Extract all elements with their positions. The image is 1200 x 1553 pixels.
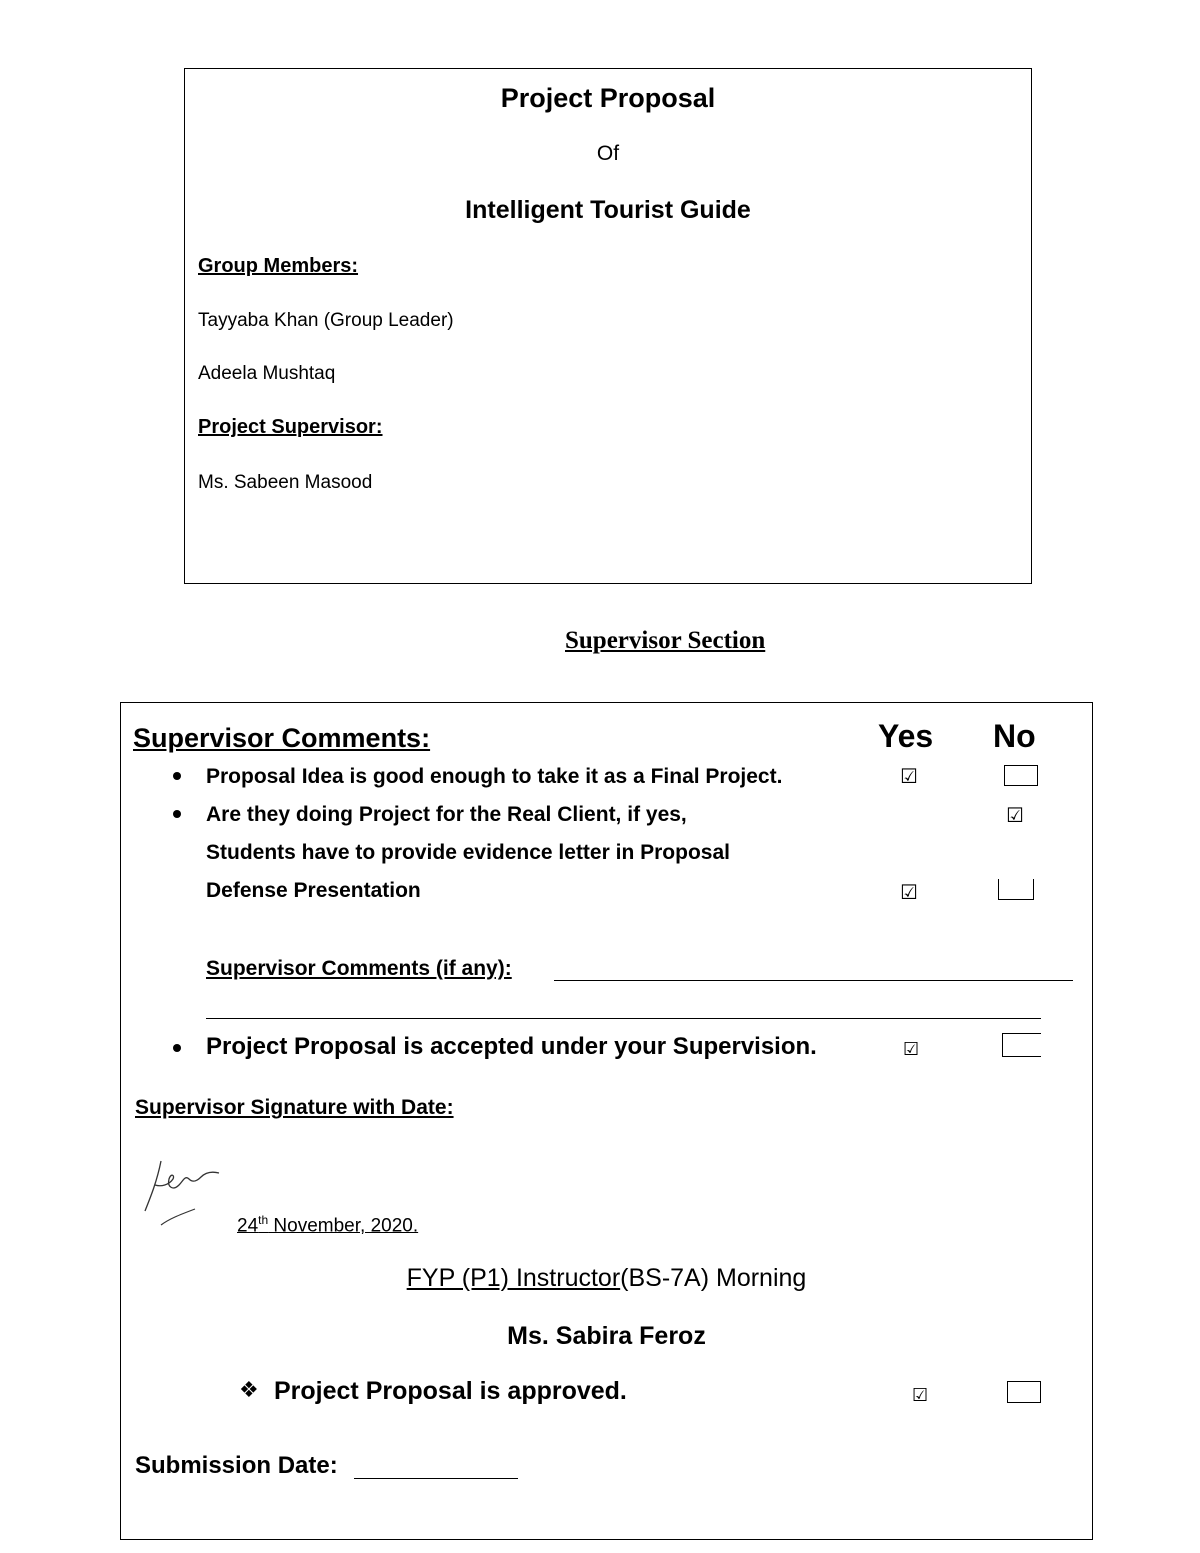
item-1-yes-checkbox[interactable]: ☑	[900, 764, 918, 788]
item-2-yes-checkbox[interactable]: ☑	[900, 880, 918, 904]
item-3-no-checkbox[interactable]	[1002, 1033, 1041, 1057]
item-2-no-checkmark[interactable]: ☑	[1006, 803, 1024, 827]
submission-date-line[interactable]	[354, 1478, 518, 1479]
group-members-label: Group Members:	[198, 255, 359, 277]
proposal-of: Of	[596, 142, 620, 165]
supervisor-name: Ms. Sabeen Masood	[198, 472, 373, 493]
project-name: Intelligent Tourist Guide	[465, 196, 751, 224]
item-2-line-3: Defense Presentation	[206, 879, 421, 902]
bullet	[173, 772, 181, 780]
signature-image	[139, 1151, 239, 1233]
signature-date: 24th November, 2020.	[237, 1213, 419, 1237]
member-1: Tayyaba Khan (Group Leader)	[198, 310, 454, 331]
item-3-text: Project Proposal is accepted under your Supervision.	[206, 1033, 817, 1060]
proposal-title-box	[184, 68, 1032, 584]
item-1-text: Proposal Idea is good enough to take it as a Final Project.	[206, 765, 783, 788]
approved-yes-checkbox[interactable]: ☑	[912, 1385, 929, 1406]
approved-no-checkbox[interactable]	[1007, 1381, 1041, 1403]
comments-line-2[interactable]	[206, 1018, 1041, 1019]
approved-text: Project Proposal is approved.	[274, 1377, 627, 1405]
member-2: Adeela Mushtaq	[198, 363, 336, 384]
item-3-yes-checkbox[interactable]: ☑	[903, 1039, 920, 1060]
item-2-line-2: Students have to provide evidence letter in Proposal	[206, 841, 730, 864]
supervisor-comments-label: Supervisor Comments:	[133, 723, 431, 753]
diamond-bullet-icon: ❖	[239, 1377, 259, 1402]
proposal-title: Project Proposal	[500, 83, 716, 113]
bullet	[173, 810, 181, 818]
project-supervisor-label: Project Supervisor:	[198, 416, 383, 438]
instructor-line: FYP (P1) Instructor(BS-7A) Morning	[406, 1264, 807, 1292]
supervisor-box	[120, 702, 1093, 1540]
bullet	[173, 1044, 181, 1052]
item-2-no-checkbox[interactable]	[998, 879, 1034, 900]
item-1-no-checkbox[interactable]	[1004, 765, 1038, 786]
submission-date-label: Submission Date:	[135, 1452, 338, 1479]
supervisor-section-heading: Supervisor Section	[565, 627, 766, 654]
comments-if-any-label: Supervisor Comments (if any):	[206, 957, 512, 980]
instructor-name: Ms. Sabira Feroz	[507, 1322, 706, 1350]
comments-line-1[interactable]	[554, 980, 1073, 981]
no-header: No	[993, 718, 1036, 754]
item-2-line-1: Are they doing Project for the Real Client, if yes,	[206, 803, 687, 826]
signature-label: Supervisor Signature with Date:	[135, 1096, 454, 1119]
yes-header: Yes	[878, 718, 934, 754]
